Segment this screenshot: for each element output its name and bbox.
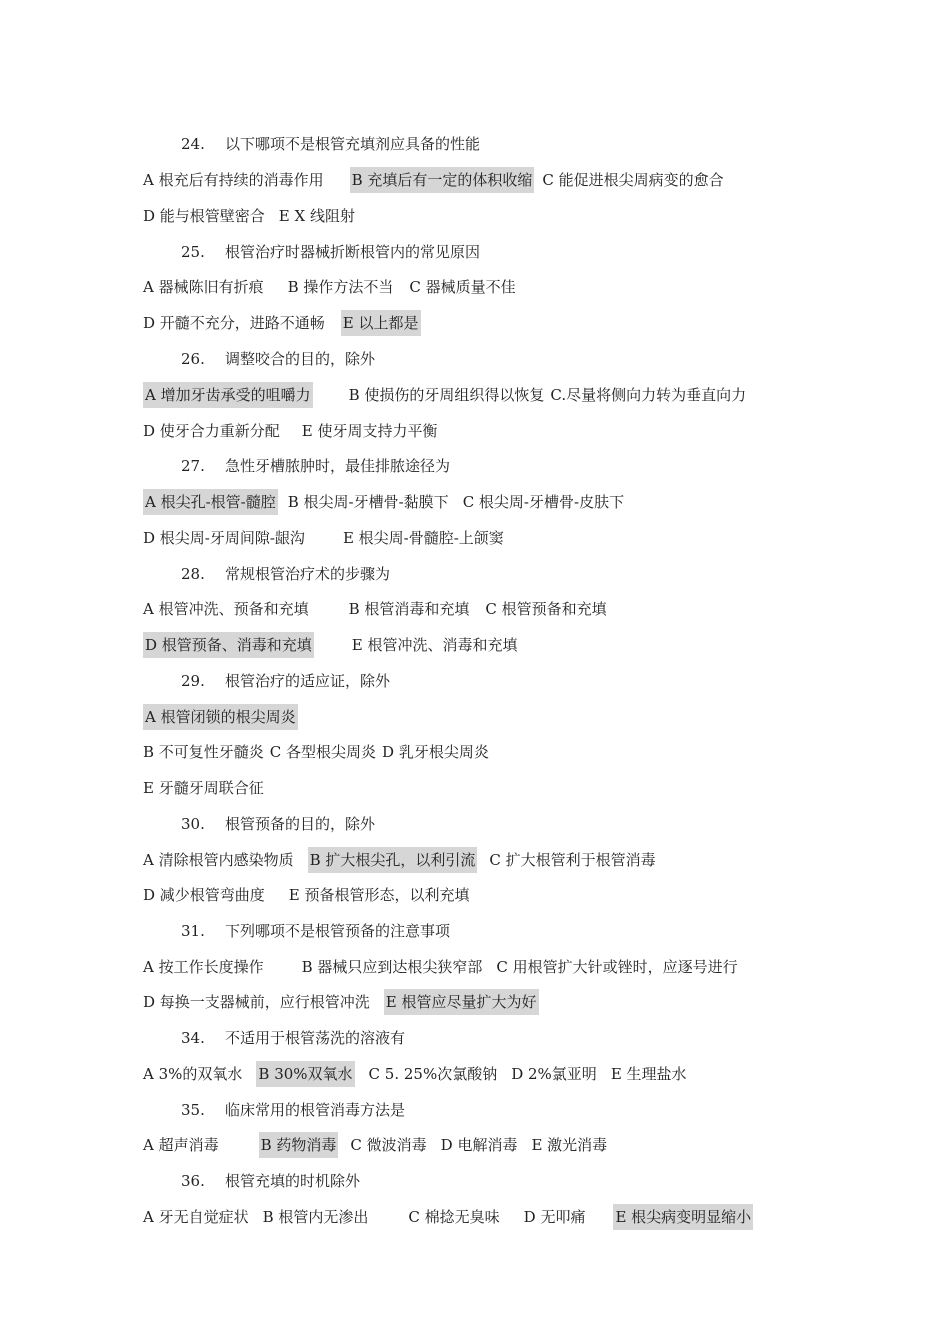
option-b: B 操作方法不当 xyxy=(287,278,394,296)
options-line xyxy=(143,274,516,300)
options-line xyxy=(143,632,518,658)
question-29 xyxy=(181,668,390,694)
question-26 xyxy=(181,346,375,372)
options-line xyxy=(143,382,746,408)
option-answer-b: B 30%双氧水 xyxy=(256,1061,354,1087)
question-36 xyxy=(181,1168,360,1194)
question-number: 26. xyxy=(181,350,205,368)
options-line xyxy=(143,847,656,873)
question-text: 不适用于根管荡洗的溶液有 xyxy=(225,1029,406,1047)
option-e: E 使牙周支持力平衡 xyxy=(301,422,438,440)
question-30 xyxy=(181,811,375,837)
question-35 xyxy=(181,1097,405,1123)
options-line xyxy=(143,704,298,730)
options-line xyxy=(143,954,738,980)
question-34 xyxy=(181,1025,405,1051)
option-d: D 开髓不充分，进路不通畅 xyxy=(143,314,325,332)
option-c: C 根管预备和充填 xyxy=(485,600,607,618)
options-line xyxy=(143,310,421,336)
question-text: 临床常用的根管消毒方法是 xyxy=(225,1101,406,1119)
option-a: A 清除根管内感染物质 xyxy=(143,851,294,869)
options-line xyxy=(143,203,355,229)
question-24 xyxy=(181,131,480,157)
option-d: D 减少根管弯曲度 xyxy=(143,886,265,904)
question-number: 25. xyxy=(181,243,205,261)
option-d: D 乳牙根尖周炎 xyxy=(382,743,489,761)
question-number: 24. xyxy=(181,135,205,153)
option-a: A 牙无自觉症状 xyxy=(143,1208,249,1226)
option-a: A 根充后有持续的消毒作用 xyxy=(143,171,324,189)
options-line xyxy=(143,739,489,765)
option-b: B 根尖周-牙槽骨-黏膜下 xyxy=(287,493,449,511)
options-line xyxy=(143,525,504,551)
option-answer-a: A 根尖孔-根管-髓腔 xyxy=(143,489,278,515)
option-c: C 根尖周-牙槽骨-皮肤下 xyxy=(462,493,625,511)
option-b: B 使损伤的牙周组织得以恢复 xyxy=(348,386,545,404)
question-text: 常规根管治疗术的步骤为 xyxy=(225,565,391,583)
option-a: A 超声消毒 xyxy=(143,1136,219,1154)
question-text: 根管治疗时器械折断根管内的常见原因 xyxy=(225,243,481,261)
option-c: C 用根管扩大针或锉时，应逐号进行 xyxy=(496,958,738,976)
option-answer-e: E 根尖病变明显缩小 xyxy=(613,1204,753,1230)
option-d: D 电解消毒 xyxy=(440,1136,518,1154)
option-a: A 按工作长度操作 xyxy=(143,958,264,976)
option-c: C 器械质量不佳 xyxy=(409,278,516,296)
option-c: C 5. 25%次氯酸钠 xyxy=(368,1065,498,1083)
option-e: E 根管冲洗、消毒和充填 xyxy=(351,636,518,654)
question-number: 36. xyxy=(181,1172,205,1190)
option-a: A 3%的双氧水 xyxy=(143,1065,243,1083)
options-line xyxy=(143,775,264,801)
option-e: E X 线阻射 xyxy=(278,207,355,225)
question-number: 30. xyxy=(181,815,205,833)
option-c: C 棉捻无臭味 xyxy=(408,1208,500,1226)
option-answer-b: B 扩大根尖孔，以利引流 xyxy=(308,847,478,873)
option-d: D 每换一支器械前，应行根管冲洗 xyxy=(143,993,370,1011)
option-d: D 使牙合力重新分配 xyxy=(143,422,280,440)
question-text: 调整咬合的目的，除外 xyxy=(225,350,376,368)
option-answer-b: B 充填后有一定的体积收缩 xyxy=(350,167,535,193)
question-text: 根管充填的时机除外 xyxy=(225,1172,361,1190)
options-line xyxy=(143,489,624,515)
option-a: A 根管冲洗、预备和充填 xyxy=(143,600,309,618)
option-d: D 根尖周-牙周间隙-龈沟 xyxy=(143,529,305,547)
options-line xyxy=(143,418,438,444)
question-number: 35. xyxy=(181,1101,205,1119)
question-28 xyxy=(181,561,390,587)
option-b: B 器械只应到达根尖狭窄部 xyxy=(301,958,483,976)
option-d: D 能与根管壁密合 xyxy=(143,207,265,225)
options-line xyxy=(143,882,470,908)
options-line xyxy=(143,1061,687,1087)
question-text: 根管预备的目的，除外 xyxy=(225,815,376,833)
option-d: D 2%氯亚明 xyxy=(511,1065,597,1083)
option-a: A 器械陈旧有折痕 xyxy=(143,278,264,296)
option-e: E 生理盐水 xyxy=(610,1065,687,1083)
option-b: B 不可复性牙髓炎 xyxy=(143,743,264,761)
option-e: E 牙髓牙周联合征 xyxy=(143,779,264,797)
question-text: 下列哪项不是根管预备的注意事项 xyxy=(225,922,451,940)
option-e: E 激光消毒 xyxy=(531,1136,608,1154)
option-e: E 预备根管形态，以利充填 xyxy=(288,886,470,904)
options-line xyxy=(143,596,607,622)
options-line xyxy=(143,1204,753,1230)
options-line xyxy=(143,167,724,193)
question-number: 34. xyxy=(181,1029,205,1047)
question-31 xyxy=(181,918,450,944)
question-25 xyxy=(181,239,480,265)
question-27 xyxy=(181,453,450,479)
question-number: 29. xyxy=(181,672,205,690)
option-d: D 无叩痛 xyxy=(523,1208,586,1226)
option-c: C.尽量将侧向力转为垂直向力 xyxy=(550,386,747,404)
option-c: C 微波消毒 xyxy=(350,1136,427,1154)
question-text: 急性牙槽脓肿时，最佳排脓途径为 xyxy=(225,457,451,475)
option-answer-a: A 增加牙齿承受的咀嚼力 xyxy=(143,382,313,408)
option-answer-e: E 以上都是 xyxy=(341,310,421,336)
option-answer-b: B 药物消毒 xyxy=(259,1132,339,1158)
question-number: 27. xyxy=(181,457,205,475)
option-b: B 根管消毒和充填 xyxy=(348,600,470,618)
option-c: C 能促进根尖周病变的愈合 xyxy=(542,171,724,189)
option-e: E 根尖周-骨髓腔-上颌窦 xyxy=(342,529,504,547)
option-c: C 各型根尖周炎 xyxy=(269,743,377,761)
question-text: 以下哪项不是根管充填剂应具备的性能 xyxy=(225,135,481,153)
option-answer-d: D 根管预备、消毒和充填 xyxy=(143,632,314,658)
option-answer-a: A 根管闭锁的根尖周炎 xyxy=(143,704,298,730)
options-line xyxy=(143,989,539,1015)
question-number: 31. xyxy=(181,922,205,940)
option-c: C 扩大根管利于根管消毒 xyxy=(489,851,656,869)
option-answer-e: E 根管应尽量扩大为好 xyxy=(384,989,539,1015)
option-b: B 根管内无渗出 xyxy=(262,1208,369,1226)
options-line xyxy=(143,1132,607,1158)
question-text: 根管治疗的适应证，除外 xyxy=(225,672,391,690)
question-number: 28. xyxy=(181,565,205,583)
